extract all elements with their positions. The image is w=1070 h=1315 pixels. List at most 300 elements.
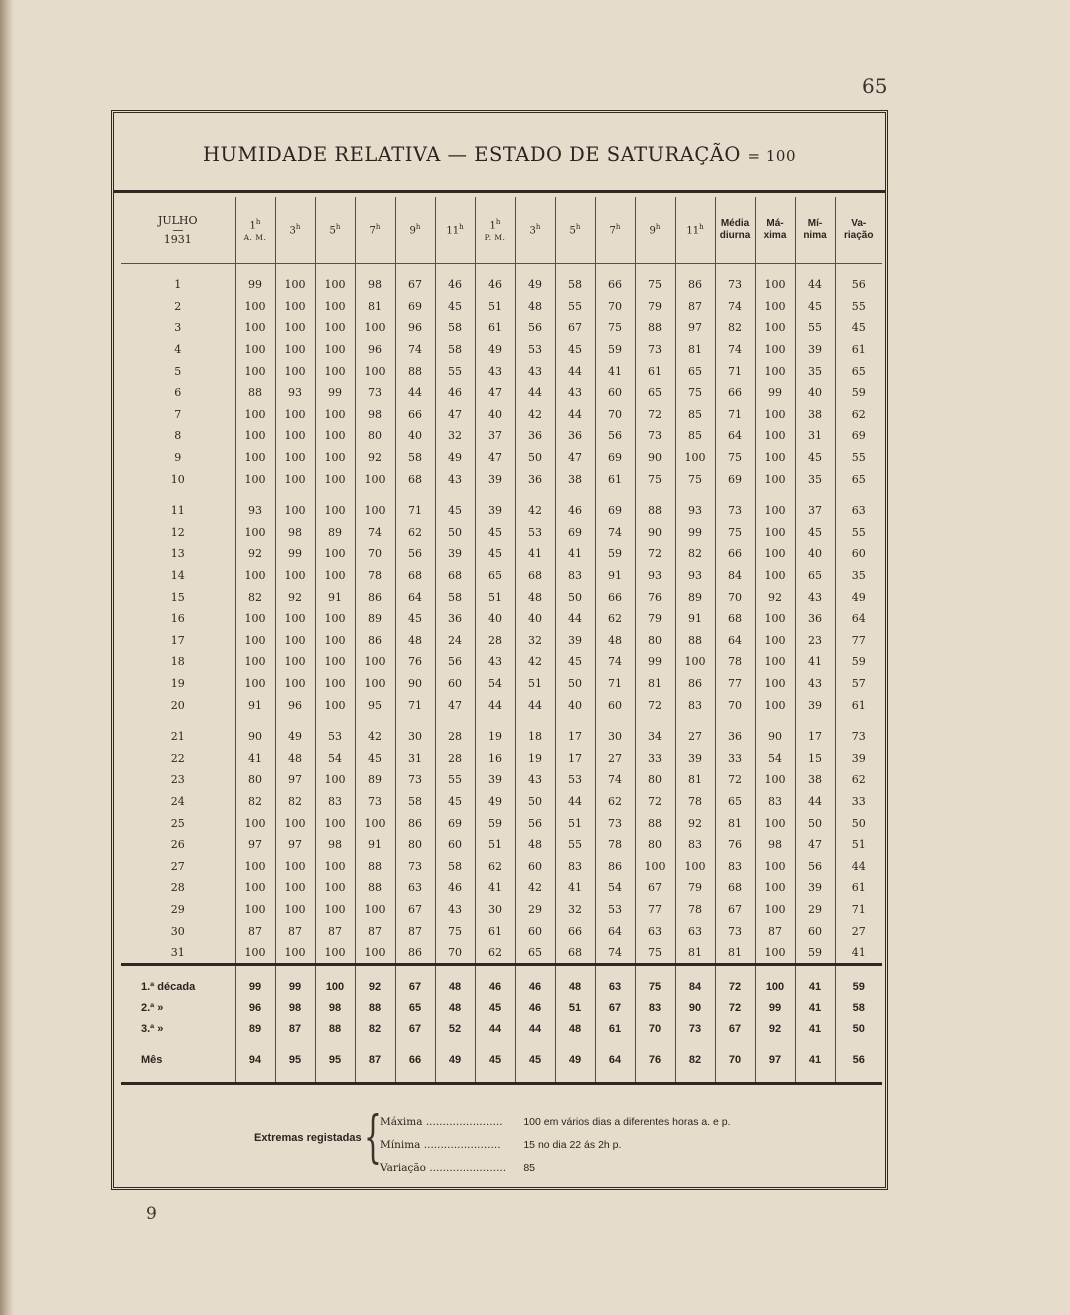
cell-value: 31: [795, 425, 835, 447]
summary-value: 49: [555, 1049, 595, 1070]
spacer-cell: [595, 1070, 635, 1084]
cell-value: 100: [315, 500, 355, 522]
cell-value: 50: [515, 447, 555, 469]
spacer-cell: [235, 966, 275, 976]
cell-value: 73: [715, 500, 755, 522]
cell-value: 88: [635, 317, 675, 339]
cell-value: 97: [275, 834, 315, 856]
cell-value: 17: [555, 726, 595, 748]
cell-value: 100: [315, 694, 355, 716]
day-number: 9: [174, 451, 182, 465]
cell-value: 48: [395, 630, 435, 652]
cell-value: 44: [795, 791, 835, 813]
day-number: 21: [170, 730, 185, 744]
cell-value: 51: [475, 586, 515, 608]
cell-value: 45: [795, 447, 835, 469]
day-number: 15: [170, 590, 185, 604]
spacer-cell: [275, 1070, 315, 1084]
cell-value: 55: [435, 769, 475, 791]
cell-value: 73: [715, 264, 755, 296]
cell-value: 75: [635, 264, 675, 296]
cell-value: 100: [755, 404, 795, 426]
spacer-cell: [795, 1070, 835, 1084]
spacer-cell: [121, 1070, 235, 1084]
cell-value: 44: [795, 264, 835, 296]
header-minima-line1: Mí-: [807, 218, 823, 229]
cell-value: 62: [475, 942, 515, 965]
cell-value: 46: [475, 264, 515, 296]
cell-value: 80: [635, 769, 675, 791]
cell-value: 69: [595, 447, 635, 469]
cell-value: 50: [795, 812, 835, 834]
header-hour-sup: h: [535, 222, 541, 231]
header-hour-value: 3: [289, 225, 296, 237]
spacer-cell: [755, 1039, 795, 1049]
cell-value: 100: [315, 651, 355, 673]
summary-value: 46: [475, 976, 515, 997]
cell-value: 56: [515, 812, 555, 834]
cell-value: 100: [275, 608, 315, 630]
gap-cell: [635, 490, 675, 500]
header-hour-value: 5: [329, 225, 336, 237]
summary-value: 83: [635, 997, 675, 1018]
cell-value: 68: [715, 608, 755, 630]
cell-value: 81: [675, 942, 715, 965]
table-row: [121, 543, 882, 565]
header-hour: [635, 197, 675, 264]
cell-value: 51: [555, 812, 595, 834]
summary-value: 64: [595, 1049, 635, 1070]
cell-value: 73: [355, 791, 395, 813]
cell-value: 50: [555, 586, 595, 608]
cell-value: 100: [275, 630, 315, 652]
cell-value: 100: [235, 317, 275, 339]
cell-value: 89: [355, 769, 395, 791]
cell-value: 100: [275, 877, 315, 899]
cell-value: 75: [715, 447, 755, 469]
cell-value: 91: [235, 694, 275, 716]
header-hour-sup: h: [335, 222, 341, 231]
spacer-cell: [395, 1070, 435, 1084]
summary-value: 72: [715, 997, 755, 1018]
cell-value: 80: [635, 630, 675, 652]
cell-value: 100: [235, 360, 275, 382]
spacer-cell: [755, 1070, 795, 1084]
cell-value: 87: [315, 920, 355, 942]
cell-value: 47: [795, 834, 835, 856]
cell-value: 58: [395, 791, 435, 813]
header-hour-value: 9: [649, 225, 656, 237]
table-row: [121, 812, 882, 834]
cell-value: 68: [395, 468, 435, 490]
summary-value: 90: [675, 997, 715, 1018]
cell-value: 41: [555, 543, 595, 565]
cell-value: 46: [435, 264, 475, 296]
extreme-minima: [380, 1139, 880, 1151]
cell-value: 68: [435, 565, 475, 587]
header-variacao: [835, 197, 882, 264]
gap-cell: [435, 716, 475, 726]
cell-value: 100: [755, 608, 795, 630]
cell-value: 100: [315, 360, 355, 382]
cell-value: 62: [595, 791, 635, 813]
cell-value: 42: [355, 726, 395, 748]
table-row: [121, 726, 882, 748]
table-row: [121, 500, 882, 522]
cell-value: 45: [795, 522, 835, 544]
summary-row: [121, 1049, 882, 1070]
cell-value: 66: [715, 543, 755, 565]
summary-value: 48: [435, 997, 475, 1018]
cell-value: 100: [275, 942, 315, 965]
summary-value: 94: [235, 1049, 275, 1070]
cell-value: 62: [395, 522, 435, 544]
cell-value: 58: [555, 264, 595, 296]
cell-value: 65: [795, 565, 835, 587]
cell-value: 73: [715, 920, 755, 942]
cell-value: 58: [435, 339, 475, 361]
cell-value: 40: [395, 425, 435, 447]
header-hour-value: 9: [409, 225, 416, 237]
cell-value: 100: [355, 651, 395, 673]
cell-value: 50: [555, 673, 595, 695]
header-maxima-line2: xima: [763, 230, 787, 241]
cell-value: 50: [435, 522, 475, 544]
cell-value: 39: [475, 468, 515, 490]
day-number: 27: [170, 859, 185, 873]
summary-row: [121, 976, 882, 997]
spacer-cell: [355, 1070, 395, 1084]
cell-value: 46: [555, 500, 595, 522]
cell-value: 19: [515, 747, 555, 769]
cell-value: 47: [435, 404, 475, 426]
cell-value: 73: [395, 855, 435, 877]
cell-value: 55: [835, 296, 882, 318]
cell-value: 70: [715, 586, 755, 608]
header-hour-sup: h: [699, 222, 704, 231]
cell-value: 78: [355, 565, 395, 587]
header-variacao-line1: Va-: [851, 218, 867, 229]
cell-value: 65: [835, 360, 882, 382]
cell-value: 81: [715, 942, 755, 965]
cell-value: 75: [675, 382, 715, 404]
cell-value: 82: [235, 586, 275, 608]
spacer-cell: [515, 1070, 555, 1084]
cell-value: 100: [315, 812, 355, 834]
spacer-cell: [315, 1070, 355, 1084]
day-number: 23: [170, 773, 185, 787]
cell-value: 38: [795, 404, 835, 426]
cell-value: 87: [755, 920, 795, 942]
cell-value: 32: [555, 899, 595, 921]
cell-value: 63: [635, 920, 675, 942]
cell-value: 65: [715, 791, 755, 813]
cell-value: 49: [835, 586, 882, 608]
cell-value: 68: [715, 877, 755, 899]
summary-value: 70: [715, 1049, 755, 1070]
cell-value: 71: [835, 899, 882, 921]
cell-value: 100: [275, 812, 315, 834]
header-hour-value: 3: [529, 225, 536, 237]
cell-value: 75: [435, 920, 475, 942]
cell-value: 86: [675, 673, 715, 695]
cell-value: 72: [635, 543, 675, 565]
cell-value: 100: [275, 404, 315, 426]
cell-value: 91: [595, 565, 635, 587]
cell-value: 18: [515, 726, 555, 748]
cell-value: 78: [675, 899, 715, 921]
day-number: 17: [170, 633, 185, 647]
cell-value: 100: [755, 565, 795, 587]
cell-value: 64: [715, 630, 755, 652]
cell-value: 59: [595, 543, 635, 565]
day-number: 12: [170, 525, 185, 539]
spacer-cell: [355, 966, 395, 976]
table-row: [121, 877, 882, 899]
cell-value: 83: [715, 855, 755, 877]
cell-value: 93: [275, 382, 315, 404]
cell-value: 58: [435, 586, 475, 608]
cell-value: 56: [435, 651, 475, 673]
cell-value: 49: [515, 264, 555, 296]
cell-value: 54: [475, 673, 515, 695]
day-number: 26: [170, 838, 185, 852]
gap-cell: [235, 490, 275, 500]
cell-value: 81: [675, 769, 715, 791]
cell-value: 100: [235, 673, 275, 695]
day-number: 18: [170, 655, 185, 669]
cell-value: 90: [755, 726, 795, 748]
cell-value: 98: [355, 264, 395, 296]
cell-value: 33: [635, 747, 675, 769]
cell-value: 40: [555, 694, 595, 716]
cell-value: 51: [475, 834, 515, 856]
header-variacao-line2: riação: [844, 230, 874, 241]
cell-value: 41: [475, 877, 515, 899]
cell-value: 82: [715, 317, 755, 339]
table-row: [121, 447, 882, 469]
summary-value: 95: [315, 1049, 355, 1070]
summary-label: 2.ª »: [141, 1001, 164, 1014]
spacer-cell: [715, 1039, 755, 1049]
cell-value: 62: [595, 608, 635, 630]
cell-value: 19: [475, 726, 515, 748]
cell-value: 87: [355, 920, 395, 942]
cell-value: 100: [315, 565, 355, 587]
cell-value: 100: [235, 468, 275, 490]
table-row: [121, 920, 882, 942]
gap-cell: [121, 490, 235, 500]
cell-value: 81: [675, 339, 715, 361]
cell-value: 88: [635, 812, 675, 834]
summary-value: 44: [515, 1018, 555, 1039]
cell-value: 92: [675, 812, 715, 834]
gap-cell: [755, 716, 795, 726]
day-number: 4: [174, 343, 182, 357]
cell-value: 100: [275, 565, 315, 587]
cell-value: 31: [395, 747, 435, 769]
cell-value: 100: [755, 296, 795, 318]
cell-value: 100: [275, 296, 315, 318]
extreme-variacao-key: Variação .......................: [380, 1162, 507, 1174]
extreme-maxima-key: Máxima .......................: [380, 1116, 503, 1128]
gap-cell: [475, 716, 515, 726]
cell-value: 15: [795, 747, 835, 769]
table-row: [121, 942, 882, 965]
cell-value: 100: [275, 360, 315, 382]
cell-value: 99: [275, 543, 315, 565]
cell-value: 100: [315, 877, 355, 899]
cell-value: 55: [835, 522, 882, 544]
summary-value: 44: [475, 1018, 515, 1039]
cell-value: 78: [595, 834, 635, 856]
cell-value: 100: [355, 468, 395, 490]
header-hour: [275, 197, 315, 264]
cell-value: 100: [275, 899, 315, 921]
table-row: [121, 791, 882, 813]
summary-value: 58: [835, 997, 882, 1018]
cell-value: 84: [715, 565, 755, 587]
cell-value: 60: [435, 673, 475, 695]
table-row: [121, 694, 882, 716]
gap-cell: [755, 490, 795, 500]
cell-value: 88: [355, 855, 395, 877]
cell-value: 43: [475, 360, 515, 382]
cell-value: 88: [235, 382, 275, 404]
cell-value: 45: [435, 500, 475, 522]
cell-value: 33: [835, 791, 882, 813]
gap-cell: [715, 716, 755, 726]
cell-value: 100: [355, 812, 395, 834]
summary-row: [121, 1018, 882, 1039]
cell-value: 72: [635, 791, 675, 813]
cell-value: 86: [395, 942, 435, 965]
cell-value: 100: [275, 425, 315, 447]
cell-value: 100: [755, 630, 795, 652]
summary-value: 73: [675, 1018, 715, 1039]
header-am: A. M.: [243, 232, 267, 242]
cell-value: 53: [315, 726, 355, 748]
cell-value: 41: [795, 651, 835, 673]
header-hour-sup: h: [375, 222, 381, 231]
cell-value: 100: [235, 855, 275, 877]
cell-value: 60: [515, 855, 555, 877]
summary-label: 1.ª década: [141, 980, 196, 993]
spacer-cell: [675, 966, 715, 976]
cell-value: 80: [235, 769, 275, 791]
day-number: 7: [174, 407, 182, 421]
day-number: 16: [170, 612, 185, 626]
cell-value: 80: [395, 834, 435, 856]
cell-value: 100: [275, 855, 315, 877]
cell-value: 53: [595, 899, 635, 921]
cell-value: 100: [235, 630, 275, 652]
spacer-cell: [515, 1039, 555, 1049]
cell-value: 63: [835, 500, 882, 522]
table-row: [121, 899, 882, 921]
page-number: 65: [862, 74, 888, 98]
gap-cell: [315, 716, 355, 726]
table-row: [121, 425, 882, 447]
cell-value: 100: [235, 812, 275, 834]
table-row: [121, 769, 882, 791]
cell-value: 73: [355, 382, 395, 404]
summary-value: 84: [675, 976, 715, 997]
cell-value: 100: [315, 630, 355, 652]
cell-value: 71: [395, 694, 435, 716]
cell-value: 56: [795, 855, 835, 877]
cell-value: 100: [675, 447, 715, 469]
cell-value: 64: [835, 608, 882, 630]
cell-value: 100: [235, 425, 275, 447]
cell-value: 65: [475, 565, 515, 587]
cell-value: 47: [475, 447, 515, 469]
cell-value: 36: [435, 608, 475, 630]
spacer-cell: [435, 1039, 475, 1049]
summary-value: 95: [275, 1049, 315, 1070]
cell-value: 91: [315, 586, 355, 608]
spacer-cell: [675, 1039, 715, 1049]
header-hour-sup: h: [575, 222, 581, 231]
cell-value: 43: [435, 468, 475, 490]
cell-value: 39: [795, 694, 835, 716]
cell-value: 37: [795, 500, 835, 522]
cell-value: 100: [235, 942, 275, 965]
cell-value: 30: [595, 726, 635, 748]
cell-value: 41: [835, 942, 882, 965]
gap-cell: [355, 490, 395, 500]
cell-value: 43: [515, 360, 555, 382]
day-number: 25: [170, 816, 185, 830]
cell-value: 100: [755, 651, 795, 673]
cell-value: 100: [355, 942, 395, 965]
summary-value: 41: [795, 1018, 835, 1039]
cell-value: 99: [755, 382, 795, 404]
summary-value: 50: [835, 1018, 882, 1039]
cell-value: 82: [275, 791, 315, 813]
header-hour-sup: h: [415, 222, 421, 231]
cell-value: 42: [515, 500, 555, 522]
header-month-label: JULHO: [157, 214, 198, 228]
cell-value: 75: [675, 468, 715, 490]
cell-value: 100: [275, 264, 315, 296]
cell-value: 27: [675, 726, 715, 748]
table-row: [121, 630, 882, 652]
header-hour: [395, 197, 435, 264]
summary-value: 99: [275, 976, 315, 997]
gap-cell: [835, 716, 882, 726]
cell-value: 76: [395, 651, 435, 673]
table-row: [121, 586, 882, 608]
cell-value: 88: [675, 630, 715, 652]
cell-value: 45: [835, 317, 882, 339]
cell-value: 71: [595, 673, 635, 695]
table-row: [121, 522, 882, 544]
header-minima: [795, 197, 835, 264]
cell-value: 59: [795, 942, 835, 965]
cell-value: 100: [755, 339, 795, 361]
cell-value: 72: [635, 404, 675, 426]
cell-value: 23: [795, 630, 835, 652]
cell-value: 100: [755, 942, 795, 965]
cell-value: 100: [755, 673, 795, 695]
cell-value: 83: [675, 834, 715, 856]
cell-value: 35: [835, 565, 882, 587]
spacer-cell: [835, 966, 882, 976]
cell-value: 34: [635, 726, 675, 748]
cell-value: 40: [475, 404, 515, 426]
cell-value: 99: [235, 264, 275, 296]
